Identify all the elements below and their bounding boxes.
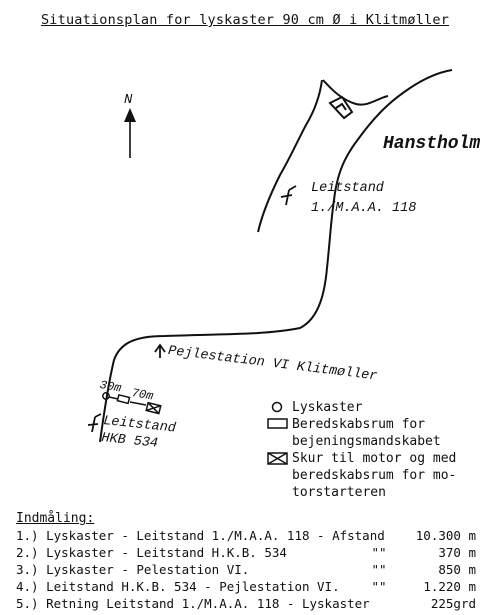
- measurement-value: 850 m: [438, 562, 476, 577]
- leitstand-hkb-marker-icon: [88, 414, 101, 432]
- north-arrow-icon: [124, 108, 136, 158]
- leitstand-hkb-label-line1: Leitstand: [102, 414, 177, 437]
- map-title: Situationsplan for lyskaster 90 cm Ø i Klitmøller: [40, 12, 450, 28]
- hanstholm-harbour: [323, 80, 388, 118]
- measurement-value: 1.220 m: [423, 579, 476, 594]
- legend-rectangle-icon: [268, 419, 287, 428]
- measurement-row: [16, 579, 476, 596]
- readiness-room-rect-icon: [117, 395, 129, 403]
- coastline: [100, 70, 452, 442]
- measurement-value: 10.300 m: [415, 528, 476, 543]
- measurement-description: 3.) Lyskaster - Pelestation VI.: [16, 562, 250, 577]
- ditto-mark: "": [371, 562, 387, 577]
- pejlestation-label: Pejlestation VI Klitmøller: [167, 344, 379, 385]
- dist-70m-label: 70m: [130, 386, 155, 404]
- leitstand-1-label-line1: Leitstand: [311, 181, 384, 196]
- ditto-mark: "": [371, 545, 387, 560]
- measurement-description: 2.) Lyskaster - Leitstand H.K.B. 534: [16, 545, 287, 560]
- measurement-description: 1.) Lyskaster - Leitstand 1./M.A.A. 118 - Afstand: [16, 528, 385, 543]
- measurements-heading: Indmåling:: [16, 511, 95, 526]
- leitstand-1-label: [311, 181, 416, 216]
- measurement-description: 5.) Retning Leitstand 1./M.A.A. 118 - Lyskaster: [16, 596, 370, 611]
- legend-text: Lyskaster: [292, 400, 363, 415]
- legend-circle-icon: [273, 403, 282, 412]
- place-label-hanstholm: Hanstholm: [383, 134, 481, 154]
- measurement-value: 370 m: [438, 545, 476, 560]
- ditto-mark: "": [371, 579, 387, 594]
- north-label: N: [124, 92, 133, 108]
- leitstand-1-label-line2: 1./M.A.A. 118: [311, 201, 417, 216]
- pejlestation-marker-icon: [155, 345, 165, 358]
- leitstand-hkb-label-line2: HKB 534: [100, 430, 159, 452]
- dist-30m-label: 30m: [98, 378, 123, 396]
- leitstand-1-marker-icon: [281, 186, 296, 205]
- measurement-row: [16, 562, 476, 579]
- measurement-description: 4.) Leitstand H.K.B. 534 - Pejlestation VI.: [16, 579, 340, 594]
- legend-text: Skur til motor og med beredskabsrum for mo- torstarteren: [292, 451, 457, 500]
- measurement-value: 225grd: [430, 596, 476, 611]
- measurement-row: [16, 528, 476, 545]
- legend-text: Beredskabsrum for bejeningsmandskabet: [292, 417, 441, 449]
- measurement-row: [16, 596, 476, 613]
- legend-symbols: [268, 403, 287, 465]
- measurement-row: [16, 545, 476, 562]
